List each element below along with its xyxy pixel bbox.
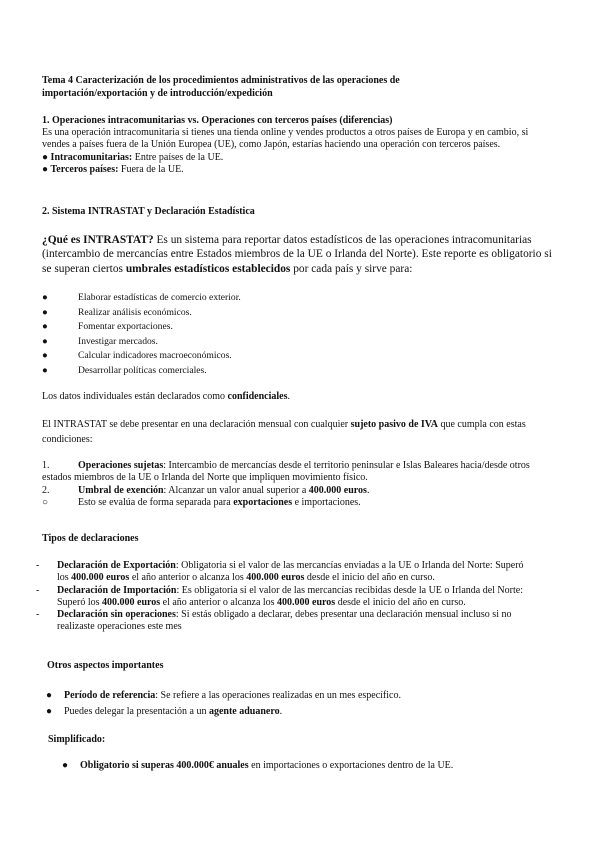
presentation-line-2: condiciones:	[42, 433, 93, 445]
bullet-mark: ●	[42, 350, 48, 362]
bullet-mark: ●	[42, 364, 48, 376]
amount-bold: 400.000 euros	[102, 596, 161, 608]
condition-1-continuation: estados miembros de la UE o Irlanda del Norte que impliquen movimiento físico.	[42, 472, 368, 484]
confidential-note	[42, 391, 587, 403]
text-span: : Alcanzar un valor anual superior a	[163, 484, 309, 496]
text-span: por cada país y sirve para:	[290, 262, 413, 275]
declaration-export-line-2	[57, 572, 466, 584]
declaration-text	[57, 609, 511, 621]
condition-2	[42, 485, 587, 497]
bullet-mark: ●	[62, 760, 69, 771]
question-label: ¿Qué es INTRASTAT?	[42, 234, 154, 246]
condition-text	[78, 485, 369, 497]
thresholds-bold: umbrales estadísticos establecidos	[125, 262, 291, 275]
list-item-text	[80, 760, 453, 772]
list-item-text: Investigar mercados.	[78, 335, 158, 347]
customs-agent-bold: agente aduanero	[208, 705, 280, 717]
amount-bold: 400.000 euros	[277, 596, 336, 608]
list-item-text	[64, 704, 282, 720]
text-span: .	[366, 484, 370, 496]
condition-number: 2.	[42, 484, 50, 496]
bullet-mark: ●	[46, 690, 53, 701]
intrastat-definition	[42, 233, 587, 276]
bullet-text: Fuera de la UE.	[118, 163, 184, 175]
declaration-label: Declaración de Exportación	[57, 560, 176, 571]
conditions-list	[42, 460, 587, 510]
declaration-label: Declaración sin operaciones	[57, 609, 176, 621]
text-span: e importaciones.	[292, 497, 361, 509]
declaration-export	[36, 560, 524, 572]
dash-mark: -	[36, 609, 40, 621]
bullet-label: Intracomunitarias:	[50, 151, 133, 163]
amount-bold: 400.000 euros	[71, 572, 130, 584]
list-item-text: Fomentar exportaciones.	[78, 321, 173, 333]
text-span: : Si estás obligado a declarar, debes presentar una declaración mensual incluso si no	[175, 609, 512, 621]
text-span: Esto se evalúa de forma separada para	[78, 497, 234, 509]
condition-label: Umbral de exención	[78, 484, 164, 496]
bullet-terceros: ● Terceros países: Fuera de la UE.	[42, 163, 184, 175]
declaration-text	[57, 585, 523, 597]
text-span: Los datos individuales están declarados como	[42, 391, 228, 402]
mandatory-label: Obligatorio si superas 400.000€ anuales	[80, 760, 249, 771]
otros-heading: Otros aspectos importantes	[47, 660, 164, 671]
declaration-no-operations	[36, 609, 512, 621]
declaration-import-line-2	[57, 597, 466, 609]
list-item-text: Elaborar estadísticas de comercio exterior.	[78, 292, 241, 303]
text-span: se superan ciertos	[42, 262, 126, 275]
circle-bullet-icon: ○	[42, 497, 49, 509]
text-span: los	[57, 572, 72, 584]
section-1-line-2: vendes a países fuera de la Unión Europea (UE), como Japón, estarías haciendo una operación con terceros países.	[42, 139, 501, 151]
list-item-text: Calcular indicadores macroeconómicos.	[78, 350, 232, 362]
presentation-paragraph	[42, 418, 587, 447]
text-span: : Se refiere a las operaciones realizadas en un mes específico.	[155, 690, 401, 701]
tipos-heading: Tipos de declaraciones	[42, 533, 139, 544]
simplificado-heading: Simplificado:	[48, 734, 106, 745]
condition-number: 1.	[42, 460, 50, 471]
text-span: El INTRASTAT se debe presentar en una declaración mensual con cualquier	[42, 419, 351, 430]
section-1	[42, 115, 587, 176]
vat-subject-bold: sujeto pasivo de IVA	[350, 419, 438, 430]
dash-mark: -	[36, 560, 40, 571]
condition-text	[78, 460, 530, 472]
text-span: .	[287, 391, 291, 402]
text-span: el año anterior o alcanza los	[160, 596, 278, 608]
bullet-mark: ●	[46, 705, 53, 717]
bullet-text: Entre países de la UE.	[132, 151, 224, 163]
list-item-text: Realizar análisis económicos.	[78, 306, 192, 318]
question-text: Es un sistema para reportar datos estadísticos de las operaciones intracomunitarias	[153, 234, 532, 246]
title-line-2: importación/exportación y de introducción/expedición	[42, 88, 273, 99]
bullet-mark: ●	[42, 306, 48, 318]
text-span: en importaciones o exportaciones dentro de la UE.	[248, 760, 454, 771]
text-span: Puedes delegar la presentación a un	[64, 705, 209, 717]
condition-text	[78, 497, 361, 509]
text-span: : Intercambio de mercancías desde el territorio peninsular e Islas Baleares hacia/desde otros	[163, 460, 530, 471]
list-item-text: Desarrollar políticas comerciales.	[78, 364, 207, 376]
text-span: desde el inicio del año en curso.	[335, 596, 466, 608]
bullet-mark: ●	[42, 335, 48, 347]
declaration-label: Declaración de Importación	[57, 584, 177, 596]
confidential-bold: confidenciales	[227, 391, 288, 402]
declaration-no-operations-line-2: realizaste operaciones este mes	[57, 621, 182, 633]
declaration-import	[36, 584, 523, 597]
amount-bold: 400.000 euros	[308, 484, 367, 496]
text-span: el año anterior o alcanza los	[129, 572, 247, 584]
dash-mark: -	[36, 584, 40, 596]
text-span: desde el inicio del año en curso.	[304, 572, 435, 584]
text-span: que cumpla con estas	[437, 419, 526, 430]
text-span: .	[279, 705, 283, 717]
section-2-heading: 2. Sistema INTRASTAT y Declaración Estadística	[42, 206, 255, 217]
condition-1	[42, 460, 587, 472]
definition-line-3	[42, 262, 587, 276]
period-label: Período de referencia	[64, 690, 156, 701]
definition-line-2: (intercambio de mercancías entre Estados miembros de la UE o Irlanda del Norte). Este reporte es obligatorio si	[42, 248, 552, 261]
title-line-1: Tema 4 Caracterización de los procedimientos administrativos de las operaciones de	[42, 75, 400, 86]
list-item-text	[64, 688, 401, 704]
amount-bold: 400.000 euros	[246, 572, 305, 584]
declaration-types-list	[36, 560, 524, 634]
condition-sub-item	[42, 497, 587, 509]
bullet-intracomunitarias: ● Intracomunitarias: Entre países de la UE.	[42, 151, 224, 163]
condition-label: Operaciones sujetas	[78, 460, 164, 471]
presentation-line-1	[42, 418, 587, 433]
definition-line-1	[42, 233, 587, 247]
text-span: : Es obligatoria si el valor de las mercancías recibidas desde la UE o Irlanda del Norte:	[176, 584, 523, 596]
text-span: : Obligatoria si el valor de las mercancías enviadas a la UE o Irlanda del Norte: Superó	[175, 560, 524, 571]
section-1-line-1: Es una operación intracomunitaria si tienes una tienda online y vendes productos a otros países de Europa y en cambio, si	[42, 127, 529, 139]
document-title	[42, 74, 587, 100]
text-span: Superó los	[57, 596, 102, 608]
exports-bold: exportaciones	[233, 497, 293, 509]
bullet-label: Terceros países:	[50, 163, 119, 175]
bullet-mark: ●	[42, 292, 48, 303]
declaration-text	[57, 560, 524, 572]
section-1-heading: 1. Operaciones intracomunitarias vs. Operaciones con terceros países (diferencias)	[42, 115, 393, 126]
bullet-mark: ●	[42, 321, 48, 333]
